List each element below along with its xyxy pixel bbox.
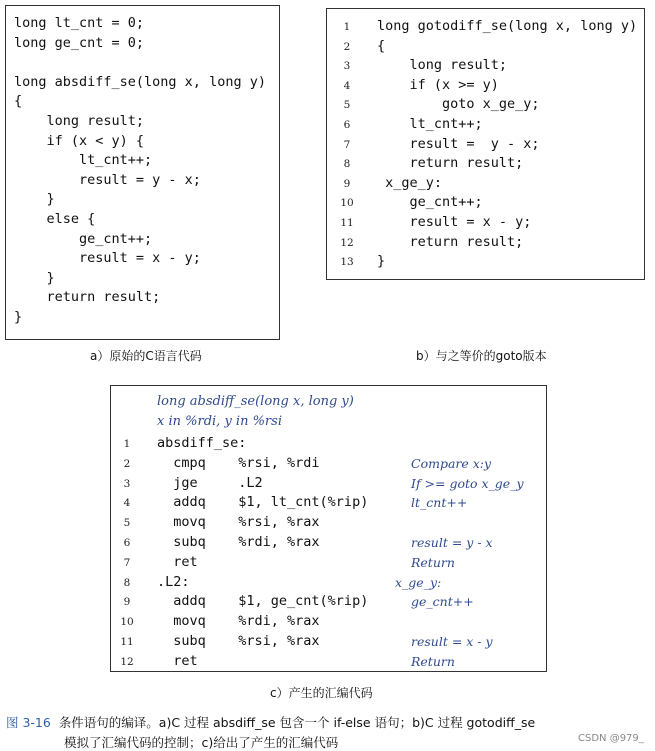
panel-a-line: { (14, 93, 23, 110)
panel-c-asm-line: cmpq %rsi, %rdi (157, 454, 320, 471)
panel-c-asm-line: ret (157, 553, 198, 570)
panel-c-asm-line: addq $1, ge_cnt(%rip) (157, 593, 369, 610)
panel-c-comment: Return (411, 554, 455, 570)
panel-c-comment: result = x - y (411, 634, 493, 649)
panel-a-line: } (14, 309, 23, 325)
panel-a-line: } (14, 191, 55, 208)
panel-c-asm-line: movq %rdi, %rax (157, 613, 320, 630)
panel-a-line: else { (14, 211, 96, 227)
panel-a-line: } (14, 269, 55, 286)
panel-c-header-signature: long absdiff_se(long x, long y) (157, 394, 354, 409)
panel-c-header-registers: x in %rdi, y in %rsi (157, 414, 282, 429)
panel-c-asm-line: ret (157, 652, 198, 669)
panel-c-line-number: 8 (123, 576, 131, 589)
panel-c-line-number: 3 (123, 477, 131, 490)
figure-caption-line1 (6, 713, 535, 731)
panel-b-line: long result; (377, 57, 508, 74)
panel-c-asm-line: addq $1, lt_cnt(%rip) (157, 494, 369, 511)
panel-c-line-number: 9 (123, 596, 131, 609)
panel-b-line: } (377, 253, 386, 270)
panel-a-line: if (x < y) { (14, 132, 145, 149)
panel-c-line-number: 4 (123, 497, 131, 510)
panel-b-line: return result; (377, 233, 524, 250)
panel-b-line: lt_cnt++; (377, 116, 483, 132)
panel-c-line-number: 12 (120, 655, 134, 668)
panel-b-line-number: 8 (343, 158, 351, 171)
panel-c-comment: If >= goto x_ge_y (411, 475, 524, 491)
panel-c-comment: ge_cnt++ (411, 594, 474, 610)
panel-c-line-number: 10 (120, 616, 134, 629)
panel-c-caption: c）产生的汇编代码 (270, 686, 373, 700)
panel-b-line-number: 5 (343, 99, 351, 112)
panel-a-caption: a）原始的C语言代码 (90, 349, 202, 363)
panel-a-line: result = x - y; (14, 250, 201, 267)
panel-a-line: long absdiff_se(long x, long y) (14, 73, 266, 90)
panel-c-line-number: 2 (123, 457, 131, 470)
panel-b-line: return result; (377, 155, 524, 172)
panel-b-box (326, 8, 645, 280)
panel-b-line-number: 2 (343, 40, 351, 53)
panel-b-line-number: 9 (343, 177, 351, 190)
figure-caption-text-1: 条件语句的编译。a)C 过程 absdiff_se 包含一个 if-else 语句；b)C 过程 gotodiff_se (58, 715, 536, 730)
panel-b-line-number: 4 (343, 79, 351, 92)
panel-b-line: ge_cnt++; (377, 194, 483, 211)
panel-b-line: result = x - y; (377, 214, 532, 230)
panel-a-line: ge_cnt++; (14, 230, 153, 247)
panel-c-asm-line: absdiff_se: (157, 435, 247, 451)
panel-c-asm-line: movq %rsi, %rax (157, 514, 320, 531)
panel-c-asm-line: subq %rdi, %rax (157, 534, 320, 550)
panel-b-line-number: 1 (343, 21, 351, 33)
panel-c-line-number: 1 (123, 438, 131, 450)
panel-b-line: long gotodiff_se(long x, long y) (377, 18, 638, 34)
panel-b-line-number: 10 (340, 197, 354, 210)
figure-number: 图 3-16 (6, 715, 51, 730)
panel-b-line-number: 12 (340, 236, 354, 249)
panel-c-line-number: 5 (123, 517, 131, 530)
panel-a-line: result = y - x; (14, 171, 201, 188)
panel-c-comment: result = y - x (411, 535, 493, 550)
panel-c-asm-line: .L2: (157, 573, 190, 590)
panel-b-caption: b）与之等价的goto版本 (416, 349, 547, 363)
panel-a-line: return result; (14, 289, 161, 306)
panel-c-asm-line: jge .L2 (157, 474, 263, 491)
panel-a-box (5, 5, 280, 340)
panel-b-line: if (x >= y) (377, 76, 499, 93)
panel-b-line: x_ge_y: (377, 174, 443, 191)
panel-c-comment: Return (411, 653, 455, 669)
watermark: CSDN @979_ (578, 733, 644, 744)
panel-b-line-number: 11 (340, 217, 354, 229)
panel-c-box (110, 385, 547, 672)
panel-c-line-number: 11 (120, 636, 134, 648)
panel-b-line: { (377, 37, 386, 54)
panel-c-comment: x_ge_y: (395, 574, 442, 590)
panel-c-line-number: 7 (123, 556, 131, 569)
panel-c-comment: lt_cnt++ (411, 495, 468, 511)
panel-a-line: long ge_cnt = 0; (14, 34, 145, 51)
panel-b-line-number: 7 (343, 138, 351, 151)
panel-c-line-number: 6 (123, 537, 131, 549)
panel-b-line-number: 6 (343, 119, 351, 131)
panel-a-line: lt_cnt++; (14, 152, 153, 169)
panel-b-line: result = y - x; (377, 135, 540, 152)
panel-a-line: long result; (14, 113, 145, 129)
panel-c-comment: Compare x:y (411, 455, 492, 471)
panel-b-line-number: 13 (340, 256, 354, 269)
panel-a-line: long lt_cnt = 0; (14, 15, 145, 31)
panel-b-line: goto x_ge_y; (377, 96, 540, 113)
figure-caption-line2: 模拟了汇编代码的控制；c)给出了产生的汇编代码 (64, 735, 339, 750)
panel-b-line-number: 3 (343, 60, 351, 73)
panel-c-asm-line: subq %rsi, %rax (157, 633, 320, 649)
